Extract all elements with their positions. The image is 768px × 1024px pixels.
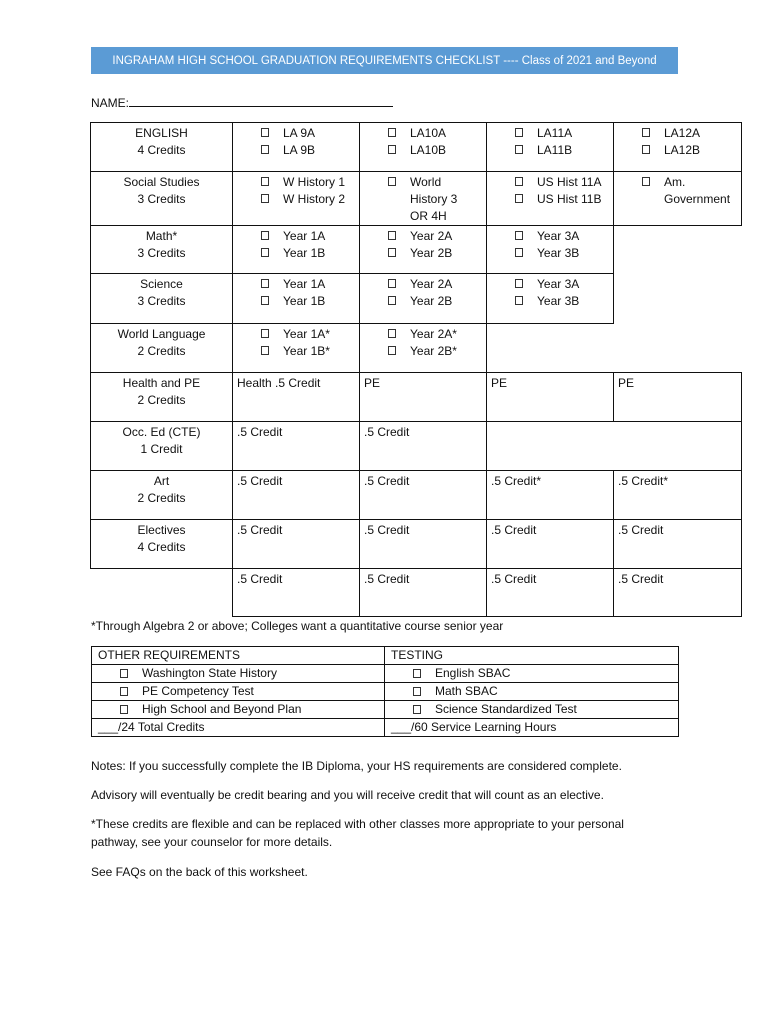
checkbox-icon[interactable] xyxy=(388,296,396,305)
checkbox-icon[interactable] xyxy=(642,128,650,137)
checkbox-icon[interactable] xyxy=(261,231,269,240)
course-checkbox[interactable]: Year 1B* xyxy=(239,343,355,360)
test-checkbox[interactable]: Science Standardized Test xyxy=(391,701,672,718)
note-ib-diploma: Notes: If you successfully complete the IB Diploma, your HS requirements are considered complete. xyxy=(91,759,622,773)
checkbox-icon[interactable] xyxy=(388,231,396,240)
note-flexible-credits: *These credits are flexible and can be replaced with other classes more appropriate to your personal pathway, see your counselor for more details. xyxy=(91,817,624,849)
checkbox-icon[interactable] xyxy=(388,145,396,154)
total-credits-field[interactable]: ___/24 Total Credits xyxy=(92,719,385,737)
course-checkbox[interactable]: LA11A xyxy=(493,125,609,142)
empty-cell xyxy=(614,324,742,373)
other-requirements-table xyxy=(91,646,679,737)
credit-cell[interactable]: .5 Credit xyxy=(614,569,742,617)
checkbox-icon[interactable] xyxy=(261,296,269,305)
course-checkbox[interactable]: Year 2A xyxy=(366,276,482,293)
row-science xyxy=(91,274,742,324)
row-world-language xyxy=(91,324,742,373)
course-checkbox[interactable]: US Hist 11B xyxy=(493,191,609,208)
course-checkbox[interactable]: LA11B xyxy=(493,142,609,159)
checkbox-icon[interactable] xyxy=(515,194,523,203)
course-checkbox[interactable]: Year 3B xyxy=(493,245,609,262)
subject-electives: Electives 4 Credits xyxy=(91,520,233,569)
checkbox-icon[interactable] xyxy=(413,705,421,714)
course-checkbox[interactable]: Am. Government xyxy=(620,174,737,208)
course-checkbox[interactable]: LA12B xyxy=(620,142,737,159)
checkbox-icon[interactable] xyxy=(515,145,523,154)
checkbox-icon[interactable] xyxy=(261,346,269,355)
course-checkbox[interactable]: LA12A xyxy=(620,125,737,142)
subject-math: Math* 3 Credits xyxy=(91,226,233,274)
english-col-4 xyxy=(614,123,742,172)
requirements-table xyxy=(90,122,742,617)
other-row xyxy=(92,701,679,719)
math-col-1 xyxy=(233,226,360,274)
checkbox-icon[interactable] xyxy=(388,128,396,137)
english-col-2 xyxy=(360,123,487,172)
social-col-3 xyxy=(487,172,614,226)
science-col-2 xyxy=(360,274,487,324)
checkbox-icon[interactable] xyxy=(642,177,650,186)
math-col-3 xyxy=(487,226,614,274)
course-checkbox[interactable]: Year 1B xyxy=(239,293,355,310)
course-checkbox[interactable]: Year 1A xyxy=(239,276,355,293)
empty-cell xyxy=(487,324,614,373)
empty-cell xyxy=(614,274,742,324)
subject-health-pe: Health and PE 2 Credits xyxy=(91,373,233,422)
english-col-3 xyxy=(487,123,614,172)
requirement-checkbox[interactable]: Washington State History xyxy=(98,665,378,682)
course-checkbox[interactable]: LA10A xyxy=(366,125,482,142)
requirement-checkbox[interactable]: PE Competency Test xyxy=(98,683,378,700)
testing-header: TESTING xyxy=(385,647,679,665)
checkbox-icon[interactable] xyxy=(120,669,128,678)
science-col-3 xyxy=(487,274,614,324)
credit-cell[interactable]: Health .5 Credit xyxy=(233,373,360,422)
course-checkbox[interactable]: Year 3A xyxy=(493,276,609,293)
social-col-1 xyxy=(233,172,360,226)
checkbox-icon[interactable] xyxy=(515,177,523,186)
subject-occ-ed: Occ. Ed (CTE) 1 Credit xyxy=(91,422,233,471)
subject-english: ENGLISH 4 Credits xyxy=(91,123,233,172)
test-checkbox[interactable]: Math SBAC xyxy=(391,683,672,700)
other-header-row xyxy=(92,647,679,665)
row-electives xyxy=(91,520,742,569)
subject-art: Art 2 Credits xyxy=(91,471,233,520)
checkbox-icon[interactable] xyxy=(515,231,523,240)
note-faqs: See FAQs on the back of this worksheet. xyxy=(91,865,308,879)
checkbox-icon[interactable] xyxy=(642,145,650,154)
row-art xyxy=(91,471,742,520)
credit-cell[interactable]: .5 Credit xyxy=(487,569,614,617)
name-label: NAME: xyxy=(91,96,130,110)
credit-cell[interactable]: PE xyxy=(487,373,614,422)
empty-cell xyxy=(614,422,742,471)
checkbox-icon[interactable] xyxy=(515,128,523,137)
subject-social-studies: Social Studies 3 Credits xyxy=(91,172,233,226)
checkbox-icon[interactable] xyxy=(261,248,269,257)
course-checkbox[interactable]: Year 2B xyxy=(366,245,482,262)
other-requirements-header: OTHER REQUIREMENTS xyxy=(92,647,385,665)
checkbox-icon[interactable] xyxy=(120,705,128,714)
course-checkbox[interactable]: LA 9A xyxy=(239,125,355,142)
worldlang-col-2 xyxy=(360,324,487,373)
course-checkbox[interactable]: Year 2A xyxy=(366,228,482,245)
credit-cell[interactable]: .5 Credit xyxy=(360,422,487,471)
row-occ-ed xyxy=(91,422,742,471)
subject-world-language: World Language 2 Credits xyxy=(91,324,233,373)
course-checkbox[interactable]: LA 9B xyxy=(239,142,355,159)
credit-cell[interactable]: .5 Credit* xyxy=(487,471,614,520)
credit-cell[interactable]: .5 Credit xyxy=(360,569,487,617)
math-col-2 xyxy=(360,226,487,274)
checkbox-icon[interactable] xyxy=(413,669,421,678)
checkbox-icon[interactable] xyxy=(515,296,523,305)
course-checkbox[interactable]: Year 3B xyxy=(493,293,609,310)
name-blank-line[interactable] xyxy=(129,94,393,107)
page-title-banner: INGRAHAM HIGH SCHOOL GRADUATION REQUIREMENTS CHECKLIST ---- Class of 2021 and Beyond xyxy=(91,47,678,74)
totals-row xyxy=(92,719,679,737)
other-row xyxy=(92,665,679,683)
course-checkbox[interactable]: US Hist 11A xyxy=(493,174,609,191)
course-checkbox[interactable]: World History 3 OR 4H xyxy=(366,174,482,225)
row-electives-extra xyxy=(91,569,742,617)
checkbox-icon[interactable] xyxy=(388,248,396,257)
empty-cell xyxy=(487,422,614,471)
checkbox-icon[interactable] xyxy=(261,177,269,186)
course-checkbox[interactable]: W History 2 xyxy=(239,191,355,208)
course-checkbox[interactable]: Year 2B xyxy=(366,293,482,310)
social-col-4 xyxy=(614,172,742,226)
course-checkbox[interactable]: Year 2B* xyxy=(366,343,482,360)
credit-cell[interactable]: .5 Credit* xyxy=(614,471,742,520)
service-hours-field[interactable]: ___/60 Service Learning Hours xyxy=(385,719,679,737)
row-math xyxy=(91,226,742,274)
checkbox-icon[interactable] xyxy=(261,128,269,137)
course-checkbox[interactable]: Year 1B xyxy=(239,245,355,262)
note-advisory: Advisory will eventually be credit bearing and you will receive credit that will count as an elective. xyxy=(91,788,604,802)
course-checkbox[interactable]: LA10B xyxy=(366,142,482,159)
empty-cell xyxy=(614,226,742,274)
subject-science: Science 3 Credits xyxy=(91,274,233,324)
test-checkbox[interactable]: English SBAC xyxy=(391,665,672,682)
course-checkbox[interactable]: Year 3A xyxy=(493,228,609,245)
empty-cell xyxy=(91,569,233,617)
checkbox-icon[interactable] xyxy=(261,145,269,154)
checkbox-icon[interactable] xyxy=(261,279,269,288)
social-col-2 xyxy=(360,172,487,226)
credit-cell[interactable]: PE xyxy=(360,373,487,422)
checkbox-icon[interactable] xyxy=(388,329,396,338)
checkbox-icon[interactable] xyxy=(515,279,523,288)
credit-cell[interactable]: .5 Credit xyxy=(233,422,360,471)
credit-cell[interactable]: .5 Credit xyxy=(360,471,487,520)
name-field[interactable] xyxy=(91,94,393,110)
worldlang-col-1 xyxy=(233,324,360,373)
science-col-1 xyxy=(233,274,360,324)
credit-cell[interactable]: .5 Credit xyxy=(233,520,360,569)
course-checkbox[interactable]: Year 1A xyxy=(239,228,355,245)
checkbox-icon[interactable] xyxy=(388,279,396,288)
checkbox-icon[interactable] xyxy=(261,329,269,338)
row-english xyxy=(91,123,742,172)
credit-cell[interactable]: .5 Credit xyxy=(233,471,360,520)
course-checkbox[interactable]: W History 1 xyxy=(239,174,355,191)
course-checkbox[interactable]: Year 1A* xyxy=(239,326,355,343)
course-checkbox[interactable]: Year 2A* xyxy=(366,326,482,343)
credit-cell[interactable]: PE xyxy=(614,373,742,422)
checkbox-icon[interactable] xyxy=(413,687,421,696)
checkbox-icon[interactable] xyxy=(261,194,269,203)
credit-cell[interactable]: .5 Credit xyxy=(233,569,360,617)
checkbox-icon[interactable] xyxy=(515,248,523,257)
english-col-1 xyxy=(233,123,360,172)
other-row xyxy=(92,683,679,701)
checkbox-icon[interactable] xyxy=(388,346,396,355)
row-social-studies xyxy=(91,172,742,226)
checkbox-icon[interactable] xyxy=(120,687,128,696)
credit-cell[interactable]: .5 Credit xyxy=(360,520,487,569)
row-health-pe xyxy=(91,373,742,422)
credit-cell[interactable]: .5 Credit xyxy=(487,520,614,569)
credit-cell[interactable]: .5 Credit xyxy=(614,520,742,569)
math-footnote: *Through Algebra 2 or above; Colleges want a quantitative course senior year xyxy=(91,619,504,633)
requirement-checkbox[interactable]: High School and Beyond Plan xyxy=(98,701,378,718)
checkbox-icon[interactable] xyxy=(388,177,396,186)
